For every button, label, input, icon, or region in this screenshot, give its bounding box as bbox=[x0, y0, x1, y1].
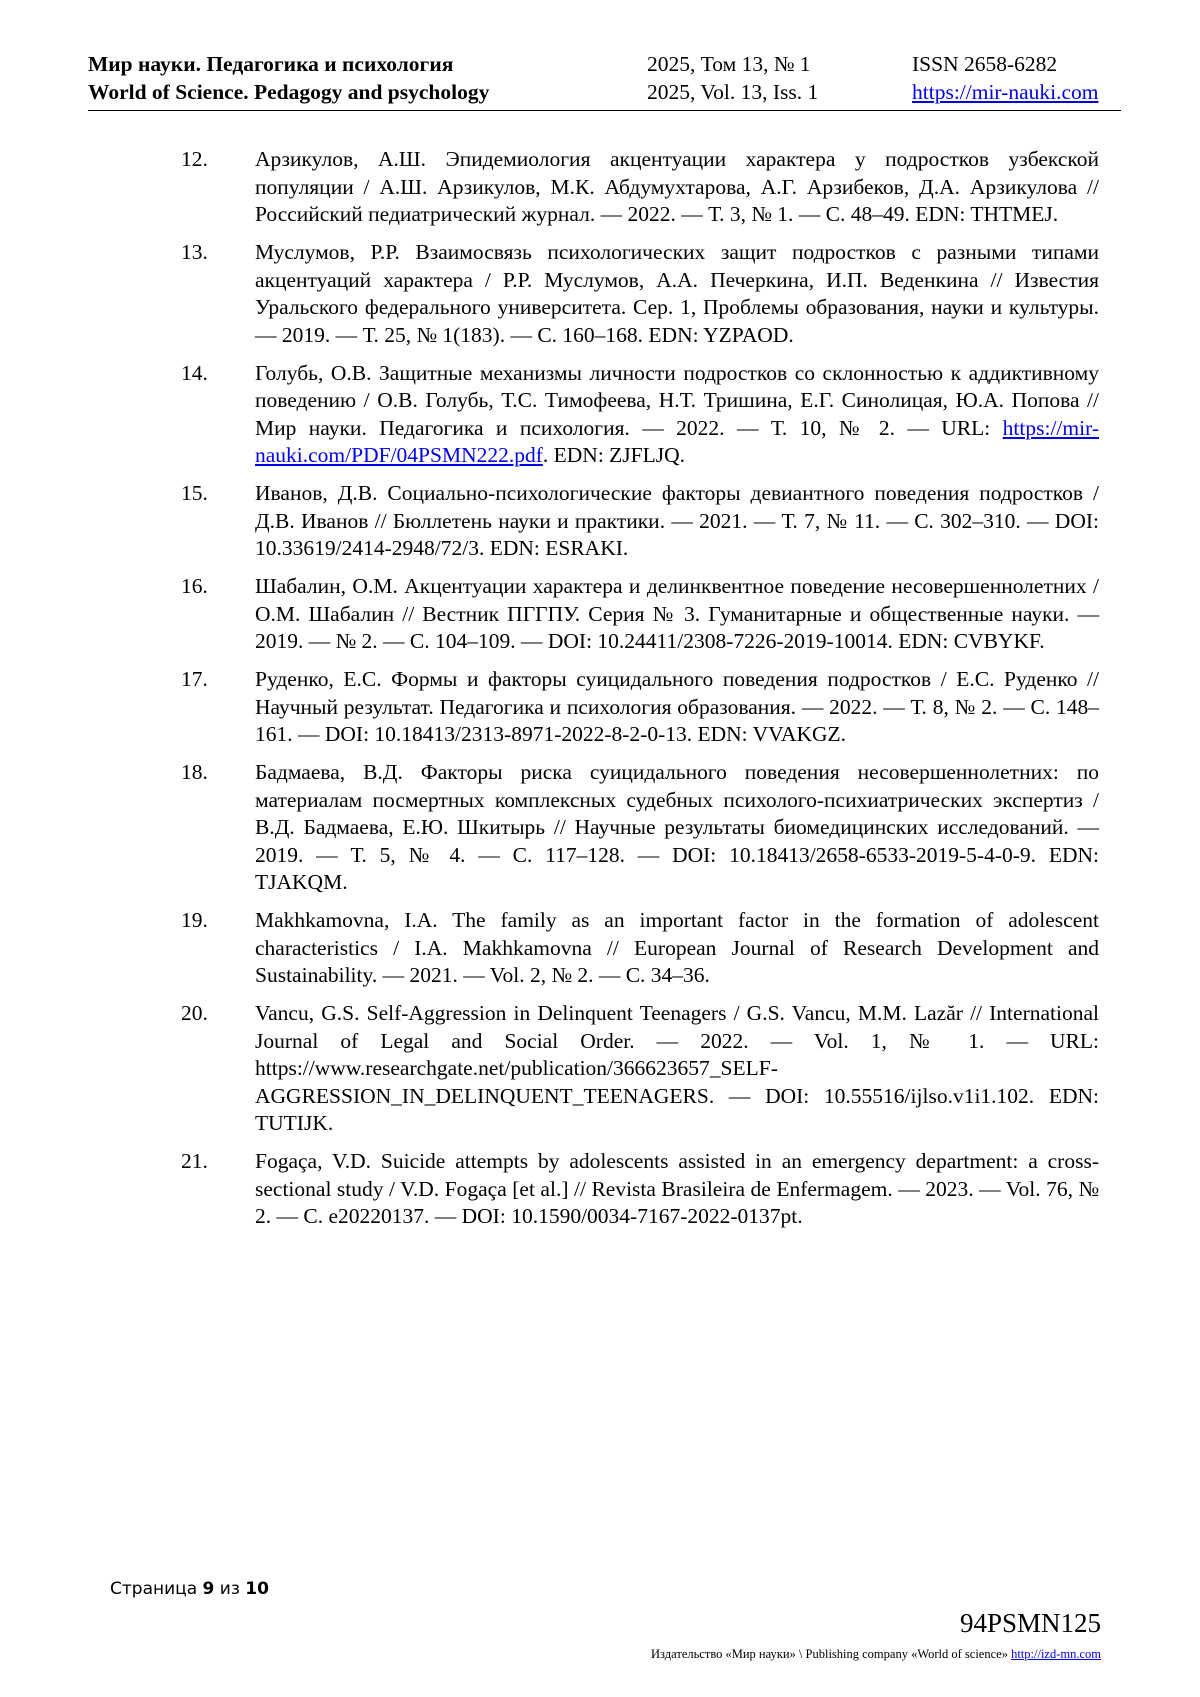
reference-item bbox=[181, 146, 1099, 229]
page-total: 10 bbox=[245, 1579, 269, 1599]
reference-number: 16. bbox=[181, 574, 208, 598]
reference-number: 14. bbox=[181, 360, 208, 385]
issue-en: 2025, Vol. 13, Iss. 1 bbox=[647, 80, 819, 104]
reference-number: 15. bbox=[181, 481, 208, 505]
reference-text: Бадмаева, В.Д. Факторы риска суицидального поведения несовершеннолетних: по материалам посмертных комплексных судебных психолого-психиатрических экспертиз / В.Д. Бадмаева, Е.Ю. Шкитырь // Научные результаты биомедицинских исследований. — 2019. — Т. 5, № 4. — С. 117–128. — DOI: 10.18413/2658-6533-2019-5-4-0-9. EDN: TJAKQM. bbox=[255, 760, 1099, 894]
article-code: 94PSMN125 bbox=[959, 1608, 1101, 1638]
reference-item bbox=[181, 759, 1099, 897]
journal-title-en: World of Science. Pedagogy and psychology bbox=[88, 80, 490, 104]
journal-title-ru: Мир науки. Педагогика и психология bbox=[88, 52, 454, 76]
reference-list bbox=[181, 146, 1099, 1241]
reference-text: Шабалин, О.М. Акцентуации характера и делинквентное поведение несовершеннолетних / О.М. Шабалин // Вестник ПГГПУ. Серия № 3. Гуманитарные и общественные науки. — 2019. — № 2. — С. 104–109. — DOI: 10.24411/2308-7226-2019-10014. EDN: CVBYKF. bbox=[255, 574, 1099, 653]
reference-item bbox=[181, 907, 1099, 990]
reference-text: Голубь, О.В. Защитные механизмы личности подростков со склонностью к аддиктивному поведению / О.В. Голубь, Т.С. Тимофеева, Н.Т. Тришина, Е.Г. Синолицая, Ю.А. Попова // Мир науки. Педагогика и психология. — 2022. — Т. 10, № 2. — URL: bbox=[255, 360, 1099, 440]
reference-item bbox=[181, 1148, 1099, 1231]
page-number bbox=[110, 1579, 269, 1599]
reference-pdf-link[interactable]: https://mir-nauki.com/PDF/04PSMN222.pdf bbox=[255, 415, 1099, 467]
reference-text: Арзикулов, А.Ш. Эпидемиология акцентуации характера у подростков узбекской популяции / А.Ш. Арзикулов, М.К. Абдумухтарова, А.Г. Арзибеков, Д.А. Арзикулова // Российский педиатрический журнал. — 2022. — Т. 3, № 1. — С. 48–49. EDN: THTMEJ. bbox=[255, 147, 1099, 226]
reference-number: 21. bbox=[181, 1149, 208, 1173]
issue-info bbox=[647, 50, 818, 106]
reference-item bbox=[181, 239, 1099, 349]
reference-text: Иванов, Д.В. Социально-психологические факторы девиантного поведения подростков / Д.В. Иванов // Бюллетень науки и практики. — 2021. — Т. 7, № 11. — С. 302–310. — DOI: 10.33619/2414-2948/72/3. EDN: ESRAKI. bbox=[255, 481, 1099, 560]
reference-item bbox=[181, 360, 1099, 470]
reference-text-end: . EDN: ZJFLJQ. bbox=[542, 443, 686, 467]
page-current: 9 bbox=[202, 1579, 215, 1599]
publisher-link[interactable]: http://izd-mn.com bbox=[1011, 1647, 1101, 1661]
reference-number: 19. bbox=[181, 908, 208, 932]
reference-number: 18. bbox=[181, 760, 208, 784]
page-prefix: Страница bbox=[110, 1579, 198, 1599]
reference-text: Makhkamovna, I.A. The family as an important factor in the formation of adolescent characteristics / I.A. Makhkamovna // European Journal of Research Development and Sustainability. — 2021. — Vol. 2, № 2. — С. 34–36. bbox=[255, 908, 1099, 987]
journal-url-link[interactable]: https://mir-nauki.com bbox=[912, 80, 1099, 104]
reference-item bbox=[181, 573, 1099, 656]
reference-number: 12. bbox=[181, 147, 208, 171]
journal-title bbox=[88, 50, 489, 106]
publisher-line bbox=[651, 1647, 1101, 1662]
reference-text: Vancu, G.S. Self-Aggression in Delinquent Teenagers / G.S. Vancu, M.M. Lazăr // International Journal of Legal and Social Order. — 2022. — Vol. 1, № 1. — URL: https://www.researchgate.net/publication/366623657_SELF-AGGRESSION_IN_DELINQUENT_TEENAGERS. — DOI: 10.55516/ijlso.v1i1.102. EDN: TUTIJK. bbox=[255, 1001, 1099, 1135]
reference-text: Руденко, Е.С. Формы и факторы суицидального поведения подростков / Е.С. Руденко // Научный результат. Педагогика и психология образования. — 2022. — Т. 8, № 2. — С. 148–161. — DOI: 10.18413/2313-8971-2022-8-2-0-13. EDN: VVAKGZ. bbox=[255, 667, 1099, 746]
reference-number: 13. bbox=[181, 240, 208, 264]
reference-number: 17. bbox=[181, 667, 208, 691]
publisher-text: Издательство «Мир науки» \ Publishing company «World of science» bbox=[651, 1647, 1008, 1661]
reference-text: Fogaça, V.D. Suicide attempts by adolescents assisted in an emergency department: a cross-sectional study / V.D. Fogaça [et al.] // Revista Brasileira de Enfermagem. — 2023. — Vol. 76, № 2. — С. e20220137. — DOI: 10.1590/0034-7167-2022-0137pt. bbox=[255, 1149, 1099, 1228]
issue-ru: 2025, Том 13, № 1 bbox=[647, 52, 811, 76]
page-sep: из bbox=[219, 1579, 240, 1599]
issn: ISSN 2658-6282 bbox=[912, 52, 1058, 76]
reference-text: Муслумов, Р.Р. Взаимосвязь психологических защит подростков с разными типами акцентуаций характера / Р.Р. Муслумов, А.А. Печеркина, И.П. Веденкина // Известия Уральского федерального университета. Сер. 1, Проблемы образования, науки и культуры. — 2019. — Т. 25, № 1(183). — С. 160–168. EDN: YZPAOD. bbox=[255, 240, 1099, 347]
reference-item bbox=[181, 1000, 1099, 1138]
reference-number: 20. bbox=[181, 1001, 208, 1025]
page-header bbox=[88, 50, 1121, 111]
reference-item bbox=[181, 480, 1099, 563]
reference-item bbox=[181, 666, 1099, 749]
issn-block bbox=[912, 50, 1098, 106]
